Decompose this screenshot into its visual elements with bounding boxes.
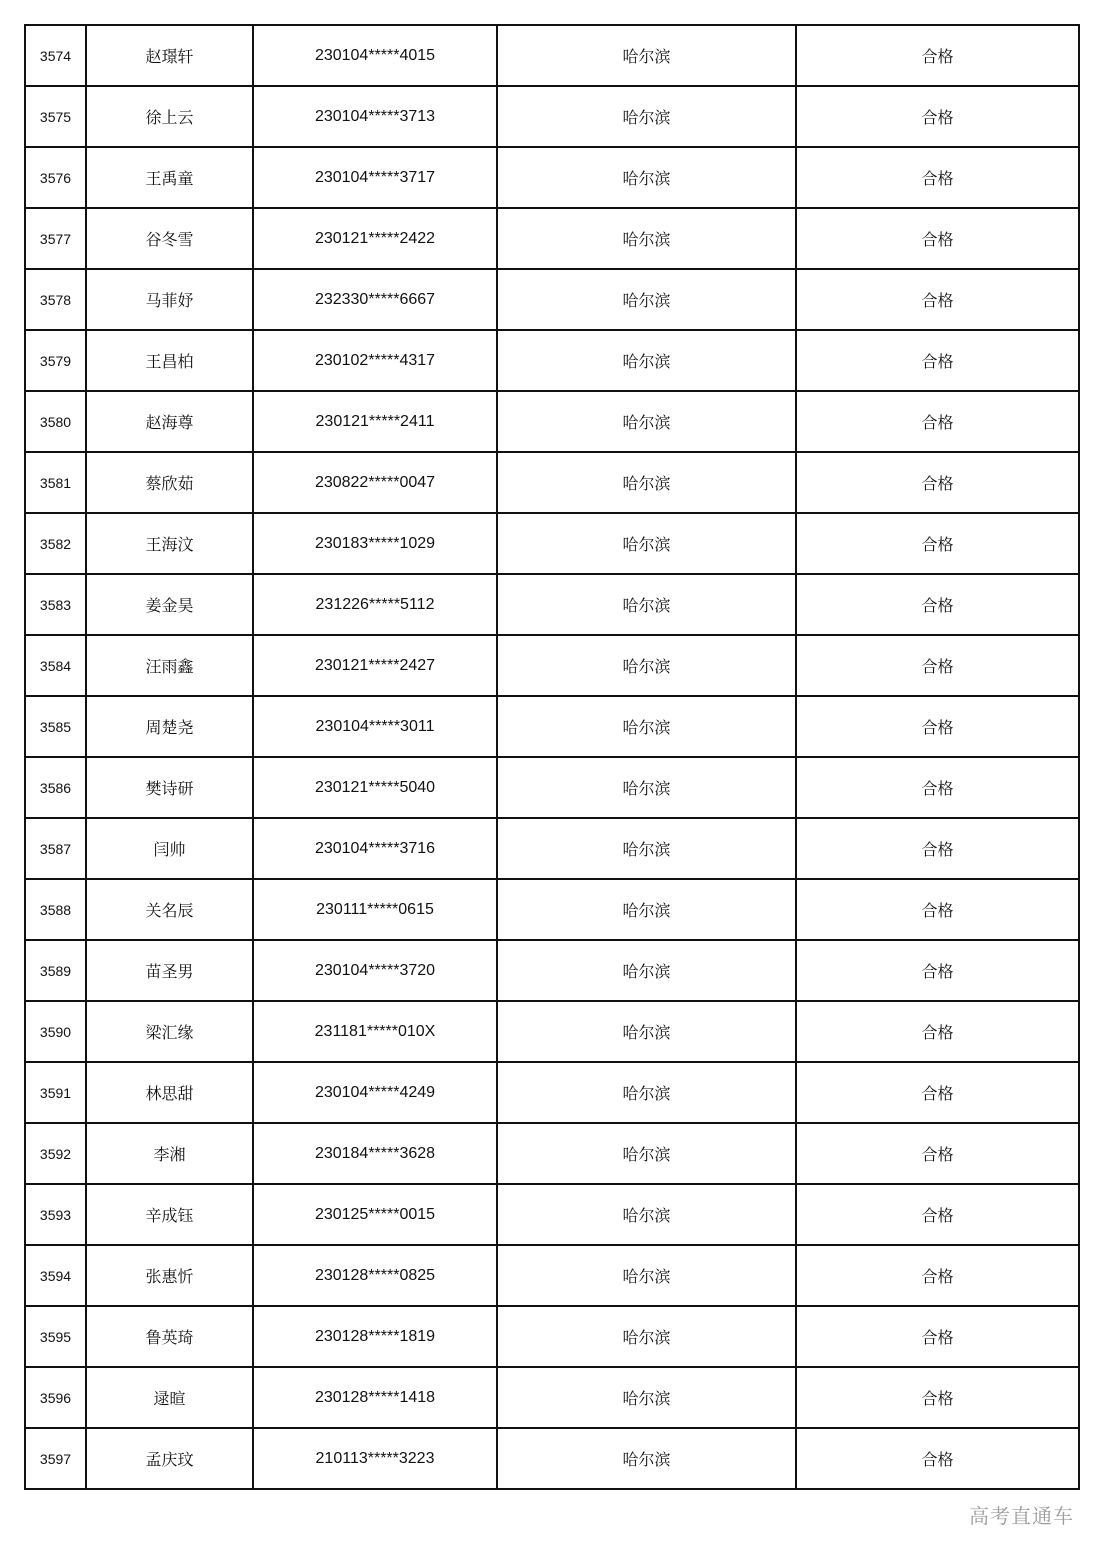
table-row [25,391,1079,452]
table-row [25,1245,1079,1306]
result-cell: 合格 [796,1306,1079,1367]
city-cell: 哈尔滨 [497,452,796,513]
city-cell: 哈尔滨 [497,1001,796,1062]
name-cell: 徐上云 [86,86,253,147]
city-cell: 哈尔滨 [497,1123,796,1184]
table-row [25,208,1079,269]
row-index-cell: 3587 [25,818,86,879]
row-index-cell: 3580 [25,391,86,452]
row-index-cell: 3585 [25,696,86,757]
name-cell: 周楚尧 [86,696,253,757]
name-cell: 张惠忻 [86,1245,253,1306]
name-cell: 王禹童 [86,147,253,208]
city-cell: 哈尔滨 [497,1428,796,1489]
id-number-cell: 230822*****0047 [253,452,497,513]
table-row [25,879,1079,940]
row-index-cell: 3576 [25,147,86,208]
name-cell: 马菲妤 [86,269,253,330]
name-cell: 林思甜 [86,1062,253,1123]
city-cell: 哈尔滨 [497,1062,796,1123]
name-cell: 谷冬雪 [86,208,253,269]
city-cell: 哈尔滨 [497,879,796,940]
id-number-cell: 230111*****0615 [253,879,497,940]
table-row [25,1306,1079,1367]
result-cell: 合格 [796,147,1079,208]
result-cell: 合格 [796,635,1079,696]
row-index-cell: 3577 [25,208,86,269]
city-cell: 哈尔滨 [497,86,796,147]
row-index-cell: 3575 [25,86,86,147]
row-index-cell: 3595 [25,1306,86,1367]
id-number-cell: 230121*****2427 [253,635,497,696]
id-number-cell: 230128*****1819 [253,1306,497,1367]
result-cell: 合格 [796,208,1079,269]
id-number-cell: 230121*****2411 [253,391,497,452]
id-number-cell: 230104*****4249 [253,1062,497,1123]
table-row [25,696,1079,757]
name-cell: 蔡欣茹 [86,452,253,513]
row-index-cell: 3592 [25,1123,86,1184]
table-row [25,1184,1079,1245]
id-number-cell: 232330*****6667 [253,269,497,330]
name-cell: 赵璟轩 [86,25,253,86]
result-cell: 合格 [796,818,1079,879]
city-cell: 哈尔滨 [497,391,796,452]
table-row [25,1062,1079,1123]
city-cell: 哈尔滨 [497,513,796,574]
id-number-cell: 230104*****4015 [253,25,497,86]
result-cell: 合格 [796,452,1079,513]
result-cell: 合格 [796,269,1079,330]
row-index-cell: 3584 [25,635,86,696]
name-cell: 王昌柏 [86,330,253,391]
row-index-cell: 3594 [25,1245,86,1306]
id-number-cell: 230121*****5040 [253,757,497,818]
result-cell: 合格 [796,1123,1079,1184]
result-cell: 合格 [796,25,1079,86]
name-cell: 赵海尊 [86,391,253,452]
id-number-cell: 230125*****0015 [253,1184,497,1245]
city-cell: 哈尔滨 [497,818,796,879]
id-number-cell: 230102*****4317 [253,330,497,391]
table-row [25,635,1079,696]
table-row [25,86,1079,147]
city-cell: 哈尔滨 [497,696,796,757]
name-cell: 逯暄 [86,1367,253,1428]
name-cell: 樊诗研 [86,757,253,818]
result-cell: 合格 [796,1428,1079,1489]
id-number-cell: 230183*****1029 [253,513,497,574]
row-index-cell: 3596 [25,1367,86,1428]
result-cell: 合格 [796,574,1079,635]
result-cell: 合格 [796,330,1079,391]
id-number-cell: 230104*****3717 [253,147,497,208]
row-index-cell: 3588 [25,879,86,940]
name-cell: 孟庆玟 [86,1428,253,1489]
id-number-cell: 230104*****3720 [253,940,497,1001]
watermark-text: 高考直通车 [969,1504,1074,1528]
row-index-cell: 3591 [25,1062,86,1123]
id-number-cell: 230104*****3713 [253,86,497,147]
name-cell: 关名辰 [86,879,253,940]
row-index-cell: 3579 [25,330,86,391]
row-index-cell: 3593 [25,1184,86,1245]
city-cell: 哈尔滨 [497,208,796,269]
result-cell: 合格 [796,1184,1079,1245]
row-index-cell: 3586 [25,757,86,818]
city-cell: 哈尔滨 [497,1367,796,1428]
result-cell: 合格 [796,879,1079,940]
city-cell: 哈尔滨 [497,147,796,208]
result-cell: 合格 [796,940,1079,1001]
city-cell: 哈尔滨 [497,940,796,1001]
result-cell: 合格 [796,1367,1079,1428]
table-row [25,1001,1079,1062]
result-cell: 合格 [796,513,1079,574]
table-row [25,330,1079,391]
city-cell: 哈尔滨 [497,25,796,86]
table-row [25,1367,1079,1428]
row-index-cell: 3589 [25,940,86,1001]
id-number-cell: 230104*****3011 [253,696,497,757]
table-row [25,147,1079,208]
name-cell: 苗圣男 [86,940,253,1001]
row-index-cell: 3582 [25,513,86,574]
name-cell: 李湘 [86,1123,253,1184]
name-cell: 鲁英琦 [86,1306,253,1367]
result-cell: 合格 [796,86,1079,147]
id-number-cell: 231226*****5112 [253,574,497,635]
table-row [25,574,1079,635]
table-row [25,452,1079,513]
result-cell: 合格 [796,391,1079,452]
city-cell: 哈尔滨 [497,574,796,635]
city-cell: 哈尔滨 [497,1306,796,1367]
name-cell: 梁汇缘 [86,1001,253,1062]
name-cell: 汪雨鑫 [86,635,253,696]
table-row [25,757,1079,818]
row-index-cell: 3597 [25,1428,86,1489]
table-row [25,25,1079,86]
table-row [25,513,1079,574]
table-row [25,818,1079,879]
results-table-body [25,25,1079,1489]
table-row [25,940,1079,1001]
city-cell: 哈尔滨 [497,635,796,696]
id-number-cell: 230104*****3716 [253,818,497,879]
id-number-cell: 230121*****2422 [253,208,497,269]
row-index-cell: 3581 [25,452,86,513]
city-cell: 哈尔滨 [497,1184,796,1245]
id-number-cell: 230128*****1418 [253,1367,497,1428]
result-cell: 合格 [796,1245,1079,1306]
name-cell: 闫帅 [86,818,253,879]
id-number-cell: 230128*****0825 [253,1245,497,1306]
row-index-cell: 3590 [25,1001,86,1062]
table-row [25,1428,1079,1489]
result-cell: 合格 [796,1062,1079,1123]
id-number-cell: 231181*****010X [253,1001,497,1062]
name-cell: 辛成钰 [86,1184,253,1245]
result-cell: 合格 [796,696,1079,757]
row-index-cell: 3583 [25,574,86,635]
table-row [25,269,1079,330]
table-row [25,1123,1079,1184]
row-index-cell: 3578 [25,269,86,330]
name-cell: 姜金昊 [86,574,253,635]
city-cell: 哈尔滨 [497,757,796,818]
city-cell: 哈尔滨 [497,1245,796,1306]
name-cell: 王海汶 [86,513,253,574]
results-table [24,24,1080,1490]
id-number-cell: 230184*****3628 [253,1123,497,1184]
result-cell: 合格 [796,1001,1079,1062]
city-cell: 哈尔滨 [497,330,796,391]
row-index-cell: 3574 [25,25,86,86]
city-cell: 哈尔滨 [497,269,796,330]
id-number-cell: 210113*****3223 [253,1428,497,1489]
result-cell: 合格 [796,757,1079,818]
